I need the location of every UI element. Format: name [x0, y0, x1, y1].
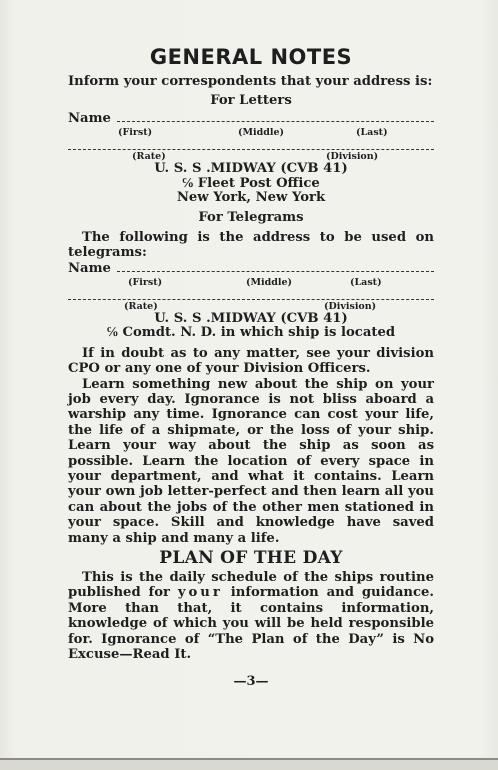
letters-name-line [68, 111, 434, 126]
caption-first: (First) [128, 276, 163, 288]
page-heading: GENERAL NOTES [149, 45, 353, 69]
caption-first: (First) [118, 127, 153, 139]
telegrams-address-line-2: ℅ Comdt. N. D. in which ship is located [106, 325, 396, 341]
caption-rate: (Rate) [124, 300, 158, 312]
learn-paragraph: Learn something new about the ship on your job every day. Ignorance is not bliss aboard a warship any time. Ignorance can cost your life, the life of a shipmate, or the loss of your ship. Learn your way about the ship as soon as possible. Learn the location of every space in your department, and what it contains. Learn your own job letter-perfect and then learn all you can about the jobs of the other men stationed in your space. Skill and knowledge have saved many a ship and many a life. [68, 376, 434, 546]
plan-text-your: your [177, 585, 223, 601]
caption-division: (Division) [324, 300, 377, 312]
caption-middle: (Middle) [238, 127, 285, 139]
doubt-paragraph: If in doubt as to any matter, see your division CPO or any one of your Division Officers. [68, 345, 434, 377]
caption-division: (Division) [326, 151, 379, 163]
plan-text-start: This is the daily schedule of the ships routine published for [68, 570, 434, 601]
telegrams-title: For Telegrams [198, 209, 304, 225]
page-content [68, 44, 434, 689]
caption-last: (Last) [350, 276, 382, 288]
intro-text: Inform your correspondents that your address is: [68, 74, 433, 89]
telegrams-name-line [68, 261, 434, 276]
letters-name-blank [117, 111, 434, 122]
telegrams-intro: The following is the address to be used on telegrams: [68, 229, 434, 261]
letters-address-line-1: U. S. S .MIDWAY (CVB 41) [154, 161, 348, 177]
telegrams-address-line-1: U. S. S .MIDWAY (CVB 41) [154, 310, 348, 326]
letters-address-line-2: ℅ Fleet Post Office [182, 175, 320, 191]
page-bottom-edge [0, 758, 498, 770]
letters-name-label: Name [68, 111, 111, 127]
letters-title: For Letters [210, 93, 292, 109]
plan-heading: PLAN OF THE DAY [159, 548, 343, 568]
telegrams-name-captions [68, 277, 434, 288]
telegrams-name-label: Name [68, 260, 111, 276]
caption-last: (Last) [356, 127, 388, 139]
telegrams-name-blank [117, 261, 434, 272]
telegrams-rate-blank [68, 290, 434, 300]
letters-rate-blank [68, 140, 434, 150]
plan-text-end: information and guidance. More than that, it contains information, knowledge of which you will be held responsible for. Ignorance of “The Plan of the Day” is No Excuse—Read It. [68, 585, 434, 663]
caption-middle: (Middle) [246, 276, 293, 288]
page-number: —3— [233, 674, 269, 690]
letters-name-captions [68, 127, 434, 138]
letters-address-line-3: New York, New York [176, 190, 326, 206]
caption-rate: (Rate) [132, 151, 166, 163]
plan-paragraph [68, 570, 434, 662]
